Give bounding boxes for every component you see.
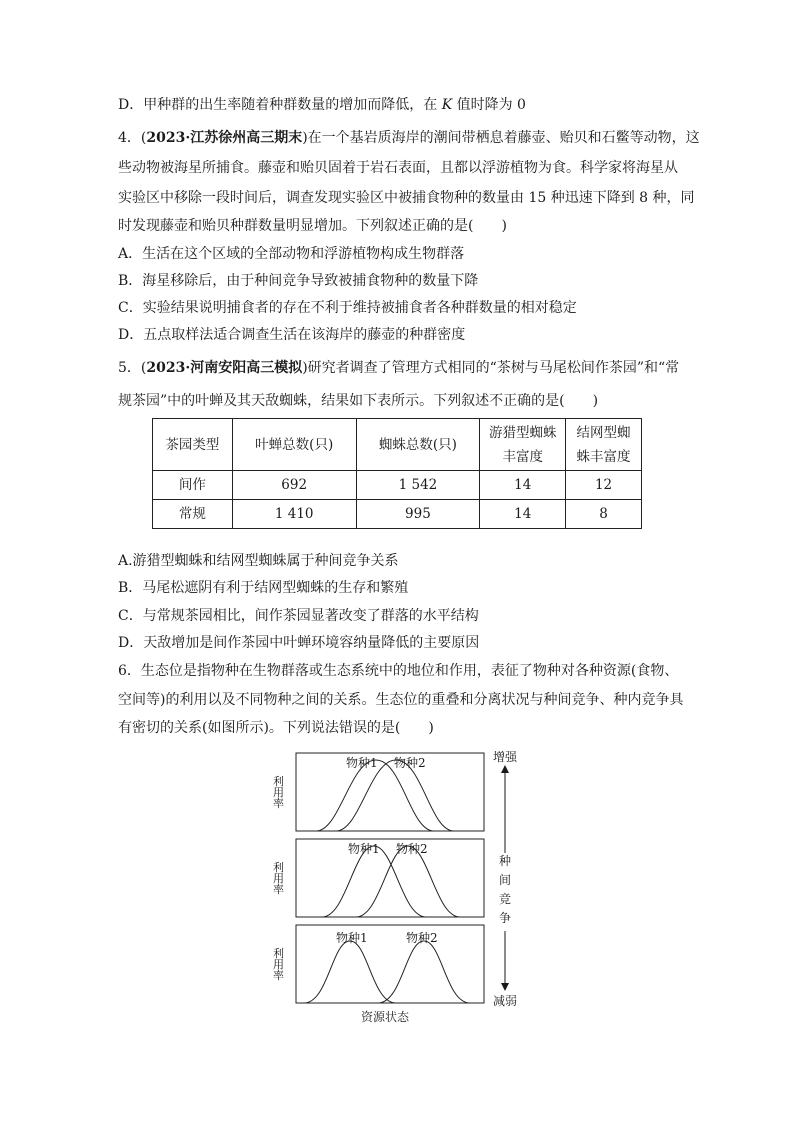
x-axis-label: 资源状态 — [360, 1010, 410, 1024]
arrow-bottom-label: 减弱 — [492, 994, 518, 1008]
q5-source: 2023·河南安阳高三模拟 — [146, 360, 303, 376]
table-header-cell: 蜘蛛总数(只) — [356, 419, 480, 471]
q5-stem-line-2: 规茶园”中的叶蝉及其天敌蜘蛛，结果如下表所示。下列叙述不正确的是( ) — [118, 393, 599, 409]
q4-stem-line-1: 4．(2023·江苏徐州高三期末)在一个基岩质海岸的潮间带栖息着藤壶、贻贝和石鳖等动物，这 — [118, 130, 700, 146]
q5-option-b: B．马尾松遮阴有利于结网型蜘蛛的生存和繁殖 — [118, 580, 409, 596]
panel-2-species-2-label: 物种2 — [396, 842, 428, 856]
table-cell: 995 — [356, 500, 480, 529]
q4-source: 2023·江苏徐州高三期末 — [146, 130, 303, 146]
panel-2-y-label: 利用率 — [271, 861, 285, 895]
arrow-middle-char: 间 — [498, 873, 512, 887]
table-header-cell: 结网型蜘 蛛丰富度 — [566, 419, 642, 471]
table-row — [153, 471, 642, 500]
q4-stem-line-4: 时发现藤壶和贻贝种群数量明显增加。下列叙述正确的是( ) — [118, 218, 507, 234]
panel-1-species-1-curve — [316, 760, 434, 831]
q5-option-a: A.游猎型蜘蛛和结网型蜘蛛属于种间竞争关系 — [118, 553, 399, 569]
table-row — [153, 500, 642, 529]
q5-option-d: D．天敌增加是间作茶园中叶蝉环境容纳量降低的主要原因 — [118, 635, 480, 651]
q4-option-c: C．实验结果说明捕食者的存在不利于维持被捕食者各种群数量的相对稳定 — [118, 300, 577, 316]
panel-2-species-2-curve — [356, 846, 460, 917]
q4-stem-line-3: 实验区中移除一段时间后，调查发现实验区中被捕食物种的数量由 15 种迅速下降到 8 种，同 — [118, 190, 695, 206]
diagram-panel-2 — [296, 839, 484, 917]
panel-1-species-2-curve — [336, 760, 454, 831]
q5-stem-line-1: 5．(2023·河南安阳高三模拟)研究者调查了管理方式相同的“茶树与马尾松间作茶园”和“常 — [118, 360, 680, 376]
panel-1-species-1-label: 物种1 — [346, 756, 378, 770]
arrow-middle-char: 争 — [498, 911, 512, 925]
table-header-cell: 茶园类型 — [153, 419, 233, 471]
table-cell: 常规 — [153, 500, 233, 529]
panel-3-y-label: 利用率 — [271, 947, 285, 981]
panel-2-species-1-curve — [322, 846, 426, 917]
panel-1-y-label: 利用率 — [271, 775, 285, 809]
panel-3-species-1-label: 物种1 — [336, 931, 368, 945]
table-header-row — [153, 419, 642, 471]
arrow-top-label: 增强 — [492, 750, 518, 764]
table-header-cell: 游猎型蜘蛛 丰富度 — [480, 419, 566, 471]
panel-3-species-2-label: 物种2 — [406, 931, 438, 945]
q6-stem-line-1: 6．生态位是指物种在生物群落或生态系统中的地位和作用，表征了物种对各种资源(食物、 — [118, 663, 679, 679]
q6-stem-line-2: 空间等)的利用以及不同物种之间的关系。生态位的重叠和分离状况与种间竞争、种内竞争具 — [118, 692, 684, 708]
q3-option-d: D．甲种群的出生率随着种群数量的增加而降低，在 K 值时降为 0 — [118, 97, 526, 113]
q4-option-d: D．五点取样法适合调查生活在该海岸的藤壶的种群密度 — [118, 327, 466, 343]
panel-1-species-2-label: 物种2 — [394, 756, 426, 770]
panel-2-species-1-label: 物种1 — [348, 842, 380, 856]
q6-stem-line-3: 有密切的关系(如图所示)。下列说法错误的是( ) — [118, 720, 434, 736]
panel-3-species-1-curve — [304, 941, 396, 1003]
panel-3-species-2-curve — [378, 941, 470, 1003]
table-cell: 692 — [232, 471, 356, 500]
q4-stem-line-2: 些动物被海星所捕食。藤壶和贻贝固着于岩石表面，且都以浮游植物为食。科学家将海星从 — [118, 160, 678, 176]
niche-overlap-diagram — [270, 745, 530, 1030]
arrow-middle-char: 竞 — [498, 892, 512, 906]
arrow-middle-char: 种 — [498, 854, 512, 868]
q5-option-c: C．与常规茶园相比，间作茶园显著改变了群落的水平结构 — [118, 608, 479, 624]
table-cell: 12 — [566, 471, 642, 500]
table-cell: 8 — [566, 500, 642, 529]
table-cell: 1 542 — [356, 471, 480, 500]
q4-option-a: A．生活在这个区域的全部动物和浮游植物构成生物群落 — [118, 246, 465, 262]
table-cell: 14 — [480, 471, 566, 500]
table-cell: 间作 — [153, 471, 233, 500]
table-header-cell: 叶蝉总数(只) — [232, 419, 356, 471]
q4-option-b: B．海星移除后，由于种间竞争导致被捕食物种的数量下降 — [118, 273, 479, 289]
diagram-panel-1 — [296, 753, 484, 831]
table-cell: 1 410 — [232, 500, 356, 529]
q5-data-table — [152, 418, 642, 529]
diagram-panel-3 — [296, 925, 484, 1003]
table-cell: 14 — [480, 500, 566, 529]
